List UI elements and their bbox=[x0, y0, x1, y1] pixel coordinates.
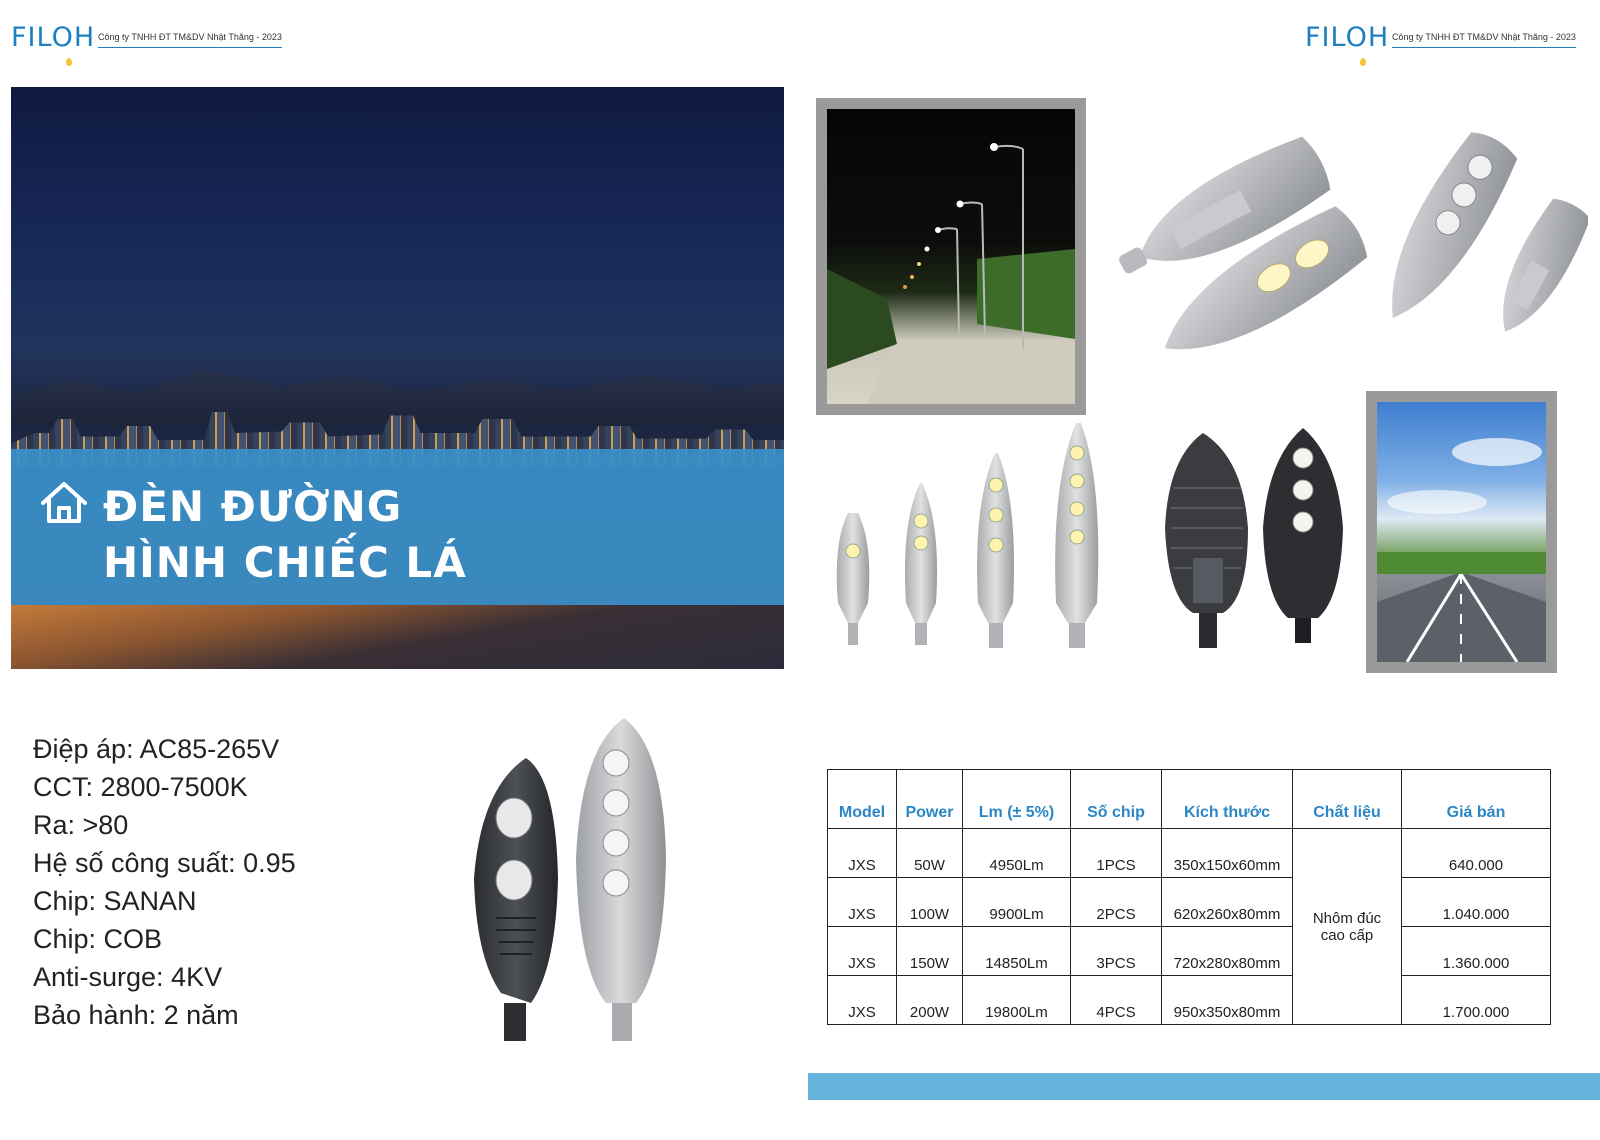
logo-wordmark: FILOH bbox=[11, 22, 96, 53]
hero-title-line2: HÌNH CHIẾC LÁ bbox=[103, 538, 467, 587]
header-logo-right bbox=[1305, 18, 1595, 66]
street-night-photo-frame bbox=[816, 98, 1086, 415]
lamp-size-series bbox=[823, 423, 1123, 673]
spec-chip-cob: Chip: COB bbox=[33, 924, 163, 954]
cell-chip: 3PCS bbox=[1071, 927, 1162, 976]
cell-power: 150W bbox=[897, 927, 963, 976]
cell-size: 350x150x60mm bbox=[1162, 829, 1293, 878]
cell-chip: 1PCS bbox=[1071, 829, 1162, 878]
table-row bbox=[828, 927, 1551, 976]
cell-lumen: 19800Lm bbox=[963, 976, 1071, 1025]
cell-chip: 4PCS bbox=[1071, 976, 1162, 1025]
cell-model: JXS bbox=[828, 829, 897, 878]
cell-price: 1.360.000 bbox=[1402, 927, 1551, 976]
spec-power-factor: Hệ số công suất: 0.95 bbox=[33, 848, 296, 878]
hero-mountains bbox=[11, 355, 784, 425]
cell-lumen: 4950Lm bbox=[963, 829, 1071, 878]
price-table bbox=[827, 769, 1551, 1025]
logo-drop-icon bbox=[1360, 58, 1366, 66]
header-logo-left bbox=[11, 18, 301, 66]
lamp-group-top bbox=[1118, 120, 1588, 370]
hero-roads bbox=[11, 605, 784, 669]
road-day-photo bbox=[1377, 402, 1546, 662]
lamp-pair-bottom bbox=[466, 718, 686, 1048]
home-icon bbox=[39, 479, 89, 525]
hero-title bbox=[103, 479, 467, 591]
hero-title-line1: ĐÈN ĐƯỜNG bbox=[103, 482, 403, 531]
road-day-photo-frame bbox=[1366, 391, 1557, 673]
hero-banner bbox=[11, 87, 784, 669]
bottom-accent-bar bbox=[808, 1073, 1600, 1100]
table-header-row bbox=[828, 770, 1551, 829]
logo-drop-icon bbox=[66, 58, 72, 66]
company-name: Công ty TNHH ĐT TM&DV Nhật Thăng - 2023 bbox=[1392, 32, 1576, 48]
cell-power: 100W bbox=[897, 878, 963, 927]
street-night-photo bbox=[827, 109, 1075, 404]
cell-chip: 2PCS bbox=[1071, 878, 1162, 927]
cell-material: Nhôm đúc cao cấp bbox=[1293, 829, 1402, 1025]
cell-price: 640.000 bbox=[1402, 829, 1551, 878]
table-row bbox=[828, 878, 1551, 927]
specs-list bbox=[33, 730, 296, 1034]
company-name: Công ty TNHH ĐT TM&DV Nhật Thăng - 2023 bbox=[98, 32, 282, 48]
table-row bbox=[828, 976, 1551, 1025]
cell-size: 950x350x80mm bbox=[1162, 976, 1293, 1025]
cell-power: 200W bbox=[897, 976, 963, 1025]
spec-chip-sanan: Chip: SANAN bbox=[33, 886, 197, 916]
cell-model: JXS bbox=[828, 878, 897, 927]
cell-size: 720x280x80mm bbox=[1162, 927, 1293, 976]
header-lumen: Lm (± 5%) bbox=[963, 770, 1071, 829]
cell-price: 1.040.000 bbox=[1402, 878, 1551, 927]
cell-model: JXS bbox=[828, 976, 897, 1025]
header-chip-count: Số chip bbox=[1071, 770, 1162, 829]
cell-size: 620x260x80mm bbox=[1162, 878, 1293, 927]
cell-model: JXS bbox=[828, 927, 897, 976]
header-price: Giá bán bbox=[1402, 770, 1551, 829]
header-power: Power bbox=[897, 770, 963, 829]
lamp-black-pair bbox=[1163, 428, 1348, 658]
cell-price: 1.700.000 bbox=[1402, 976, 1551, 1025]
spec-cct: CCT: 2800-7500K bbox=[33, 772, 248, 802]
header-size: Kích thước bbox=[1162, 770, 1293, 829]
header-material: Chất liệu bbox=[1293, 770, 1402, 829]
spec-anti-surge: Anti-surge: 4KV bbox=[33, 962, 223, 992]
spec-warranty: Bảo hành: 2 năm bbox=[33, 1000, 239, 1030]
cell-power: 50W bbox=[897, 829, 963, 878]
spec-voltage: Điệp áp: AC85-265V bbox=[33, 734, 280, 764]
table-row bbox=[828, 829, 1551, 878]
header-model: Model bbox=[828, 770, 897, 829]
logo-wordmark: FILOH bbox=[1305, 22, 1390, 53]
cell-lumen: 9900Lm bbox=[963, 878, 1071, 927]
spec-ra: Ra: >80 bbox=[33, 810, 129, 840]
cell-lumen: 14850Lm bbox=[963, 927, 1071, 976]
